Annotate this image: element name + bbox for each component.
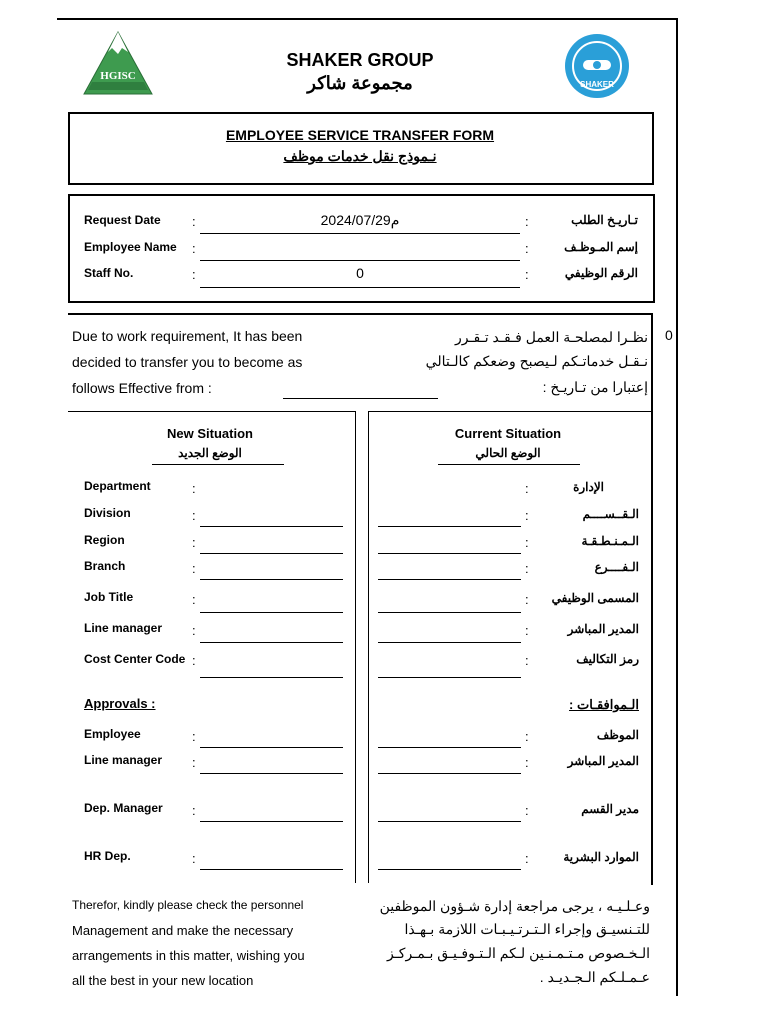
form-title-en: EMPLOYEE SERVICE TRANSFER FORM — [225, 127, 495, 143]
field-line-manager-ar: المدير المباشر — [567, 622, 639, 636]
colon: : — [525, 851, 529, 866]
colon: : — [525, 623, 529, 638]
colon: : — [192, 729, 196, 744]
effective-date-line — [283, 398, 438, 399]
field-job-title-ar: المسمى الوظيفي — [551, 591, 639, 605]
company-name-ar: مجموعة شاكر — [307, 73, 413, 93]
colon: : — [192, 214, 196, 229]
colon: : — [525, 653, 529, 668]
colon: : — [525, 508, 529, 523]
approval-dep-manager-ar: مدير القسم — [581, 802, 639, 816]
current-dep-manager-sign-line[interactable] — [378, 821, 521, 822]
new-situation-title-ar: الوضع الجديد — [178, 446, 242, 460]
current-hr-sign-line[interactable] — [378, 869, 521, 870]
colon: : — [525, 481, 529, 496]
field-cost-center: Cost Center Code — [84, 652, 186, 666]
colon: : — [525, 755, 529, 770]
colon: : — [525, 803, 529, 818]
approval-line-manager-ar: المدير المباشر — [567, 754, 639, 768]
intro-text-ar-2: نـقـل خدماتـكم لـيصبح وضعكم كالـتالي — [425, 353, 648, 369]
new-job-title-line[interactable] — [200, 612, 343, 613]
current-cost-center-line[interactable] — [378, 677, 521, 678]
colon: : — [192, 267, 196, 282]
current-line-manager-sign-line[interactable] — [378, 773, 521, 774]
request-date-value[interactable]: 2024/07/29م — [320, 212, 400, 228]
current-employee-sign-line[interactable] — [378, 747, 521, 748]
employee-name-label-ar: إسم المـوظـف — [564, 240, 638, 254]
current-region-line[interactable] — [378, 553, 521, 554]
colon: : — [192, 508, 196, 523]
request-date-label-ar: تـاريـخ الطلب — [571, 213, 638, 227]
current-situation-title-ar: الوضع الحالي — [475, 446, 541, 460]
new-situation-title: New Situation — [167, 426, 253, 441]
approval-line-manager: Line manager — [84, 753, 163, 767]
footer-text-ar-4: عـمـلـكم الـجـديـد . — [539, 969, 650, 985]
colon: : — [192, 755, 196, 770]
panels-top-line-right — [368, 411, 651, 412]
field-branch-ar: الـفــــرع — [594, 560, 639, 574]
shaker-logo-text: SHAKER — [580, 80, 614, 89]
colon: : — [192, 623, 196, 638]
current-line-manager-line[interactable] — [378, 642, 521, 643]
side-number: 0 — [665, 327, 673, 343]
shaker-logo — [563, 32, 631, 100]
new-cost-center-line[interactable] — [200, 677, 343, 678]
field-branch: Branch — [84, 559, 126, 573]
new-division-line[interactable] — [200, 526, 343, 527]
intro-text-en-3: follows Effective from : — [72, 380, 212, 396]
field-department-ar: الإدارة — [573, 480, 604, 494]
new-panel-right — [355, 411, 356, 883]
intro-text-ar-3: إعتبارا من تـاريـخ : — [542, 379, 648, 395]
colon: : — [525, 267, 529, 282]
current-situation-title: Current Situation — [454, 426, 562, 441]
request-date-line — [200, 233, 520, 234]
staff-no-label: Staff No. — [84, 266, 134, 280]
frame-top — [57, 18, 677, 20]
new-branch-line[interactable] — [200, 579, 343, 580]
field-line-manager: Line manager — [84, 621, 163, 635]
new-dep-manager-sign-line[interactable] — [200, 821, 343, 822]
intro-text-en-1: Due to work requirement, It has been — [72, 328, 303, 344]
employee-name-line — [200, 260, 520, 261]
field-job-title: Job Title — [84, 590, 134, 604]
approval-hr-dep-ar: الموارد البشرية — [563, 850, 639, 864]
new-line-manager-sign-line[interactable] — [200, 773, 343, 774]
colon: : — [525, 592, 529, 607]
new-region-line[interactable] — [200, 553, 343, 554]
footer-text-en-2: Management and make the necessary — [72, 923, 294, 938]
new-employee-sign-line[interactable] — [200, 747, 343, 748]
colon: : — [192, 561, 196, 576]
approval-employee: Employee — [84, 727, 141, 741]
intro-text-en-2: decided to transfer you to become as — [72, 354, 303, 370]
hgisc-logo-text: HGISC — [100, 70, 136, 82]
footer-text-ar-3: الـخـصوص مـتـمـنـين لـكم الـتـوفـيـق بـمـركـز — [386, 945, 650, 961]
colon: : — [192, 851, 196, 866]
form-title-ar: نـموذج نقل خدمات موظف — [283, 148, 437, 164]
field-department: Department — [84, 479, 151, 493]
current-division-line[interactable] — [378, 526, 521, 527]
colon: : — [192, 653, 196, 668]
request-date-label: Request Date — [84, 213, 161, 227]
colon: : — [192, 803, 196, 818]
current-panel-left — [368, 411, 369, 883]
colon: : — [192, 535, 196, 550]
new-hr-sign-line[interactable] — [200, 869, 343, 870]
approvals-title-ar: الـموافقـات : — [569, 697, 639, 712]
current-branch-line[interactable] — [378, 579, 521, 580]
footer-text-en-4: all the best in your new location — [72, 973, 254, 988]
colon: : — [192, 481, 196, 496]
new-line-manager-line[interactable] — [200, 642, 343, 643]
colon: : — [525, 561, 529, 576]
colon: : — [525, 214, 529, 229]
approval-employee-ar: الموظف — [596, 728, 639, 742]
approval-hr-dep: HR Dep. — [84, 849, 131, 863]
colon: : — [525, 241, 529, 256]
field-division-ar: الـقــســــم — [582, 507, 639, 521]
current-job-title-line[interactable] — [378, 612, 521, 613]
field-region-ar: الـمـنـطـقـة — [581, 534, 639, 548]
field-region: Region — [84, 533, 125, 547]
colon: : — [192, 592, 196, 607]
staff-no-line — [200, 287, 520, 288]
staff-no-value[interactable]: 0 — [356, 265, 364, 281]
staff-no-label-ar: الرقم الوظيفي — [564, 266, 638, 280]
footer-text-ar-2: للتـنسيـق وإجراء الـتـرتـيـبـات اللازمة بـهـذا — [404, 921, 650, 937]
footer-text-ar-1: وعـلـيـه ، يرجى مراجعة إدارة شـؤون الموظفين — [379, 898, 650, 914]
current-situation-underline — [438, 464, 580, 465]
footer-text-en-3: arrangements in this matter, wishing you — [72, 948, 305, 963]
colon: : — [525, 535, 529, 550]
approval-dep-manager: Dep. Manager — [84, 801, 163, 815]
field-division: Division — [84, 506, 131, 520]
intro-text-ar-1: نظـرا لمصلحـة العمل فـقـد تـقـرر — [454, 329, 648, 345]
approvals-title: Approvals : — [84, 696, 156, 711]
field-cost-center-ar: رمز التكاليف — [576, 652, 639, 666]
company-name-en: SHAKER GROUP — [286, 50, 434, 70]
employee-name-value[interactable] — [200, 240, 520, 258]
new-situation-underline — [152, 464, 284, 465]
panels-top-line — [68, 411, 355, 412]
employee-name-label: Employee Name — [84, 240, 177, 254]
colon: : — [192, 241, 196, 256]
frame-right — [676, 18, 678, 996]
hgisc-logo — [82, 30, 154, 96]
colon: : — [525, 729, 529, 744]
footer-text-en-1: Therefor, kindly please check the personnel — [72, 898, 304, 912]
